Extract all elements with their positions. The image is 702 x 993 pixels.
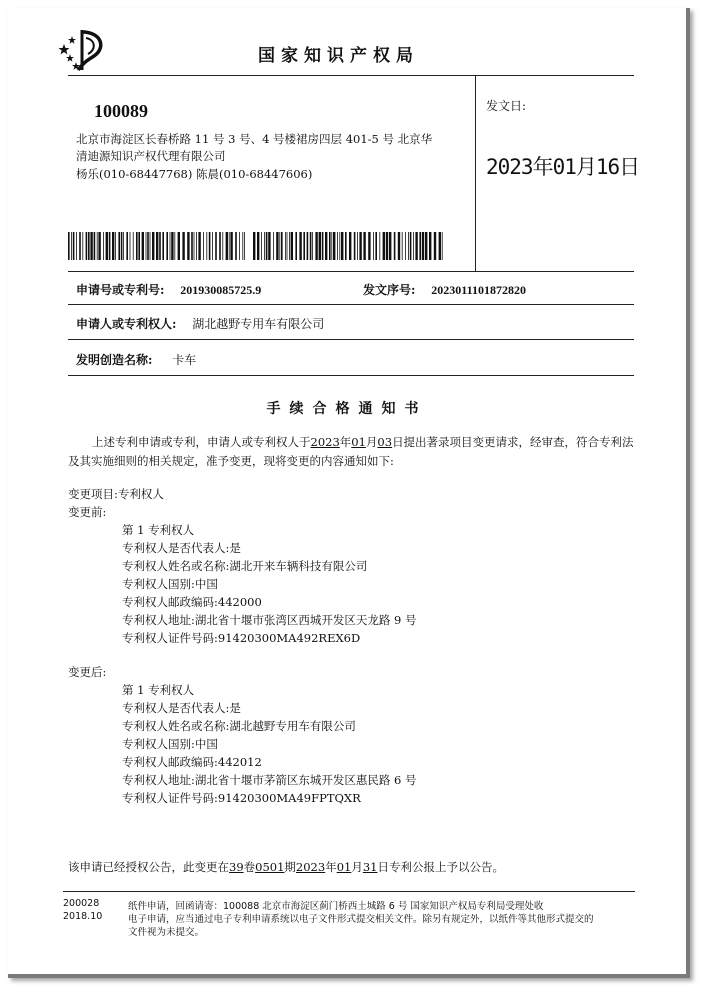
before-item: 专利权人证件号码:91420300MA492REX6D xyxy=(122,631,361,645)
after-item: 专利权人地址:湖北省十堰市茅箭区东城开发区惠民路 6 号 xyxy=(122,773,417,787)
after-item: 第 1 专利权人 xyxy=(122,683,195,697)
barcode-left xyxy=(68,232,245,260)
before-item: 专利权人地址:湖北省十堰市张湾区西城开发区天龙路 9 号 xyxy=(122,613,417,627)
application-number-row xyxy=(76,281,261,298)
invention-name-value: 卡车 xyxy=(172,353,197,367)
serial-number-row xyxy=(363,281,526,298)
recipient-postcode: 100089 xyxy=(94,101,148,121)
cnipa-logo-icon xyxy=(56,26,112,74)
recipient-address-line2: 清迪源知识产权代理有限公司 xyxy=(76,149,226,163)
before-item: 专利权人姓名或名称:湖北开来车辆科技有限公司 xyxy=(122,559,368,573)
after-item: 专利权人姓名或名称:湖北越野专用车有限公司 xyxy=(122,719,356,733)
notice-page xyxy=(8,8,690,978)
before-item: 专利权人国别:中国 xyxy=(122,577,218,591)
dispatch-date-label: 发文日: xyxy=(486,99,527,113)
application-number-label: 申请号或专利号: xyxy=(76,283,165,297)
footer-electronic-note-cont: 文件视为未提交。 xyxy=(128,927,205,938)
before-item: 专利权人是否代表人:是 xyxy=(122,541,241,555)
invention-name-label: 发明创造名称: xyxy=(76,353,153,367)
application-number-value: 201930085725.9 xyxy=(180,283,262,297)
before-item: 专利权人邮政编码:442000 xyxy=(122,595,262,609)
announcement-text: 该申请已经授权公告，此变更在39卷0501期2023年01月31日专利公报上予以公告。 xyxy=(68,860,504,874)
form-version: 2018.10 xyxy=(63,911,103,922)
notice-paragraph: 上述专利申请或专利，申请人或专利权人于2023年01月03日提出著录项目变更请求，经审查，符合专利法及其实施细则的相关规定，准予变更，现将变更的内容通知如下: xyxy=(68,435,634,468)
footer-paper-note: 纸件申请，回函请寄：100088 北京市海淀区蓟门桥西土城路 6 号 国家知识产权局专利局受理处收 xyxy=(128,901,544,912)
form-code: 200028 xyxy=(63,898,100,909)
serial-number-label: 发文序号: xyxy=(363,283,416,297)
office-title: 国家知识产权局 xyxy=(258,46,419,66)
recipient-address-line1: 北京市海淀区长春桥路 11 号 3 号、4 号楼裙房四层 401-5 号 北京华 xyxy=(76,132,433,146)
notice-title: 手续合格通知书 xyxy=(266,401,428,417)
before-label: 变更前: xyxy=(68,505,107,519)
barcode-right xyxy=(253,232,443,260)
before-item: 第 1 专利权人 xyxy=(122,523,195,537)
applicant-value: 湖北越野专用车有限公司 xyxy=(192,317,325,331)
change-item: 变更项目:专利权人 xyxy=(68,487,164,501)
invention-name-row xyxy=(76,351,196,368)
after-item: 专利权人证件号码:91420300MA49FPTQXR xyxy=(122,791,361,805)
after-item: 专利权人国别:中国 xyxy=(122,737,218,751)
applicant-label: 申请人或专利权人: xyxy=(76,317,177,331)
footer-electronic-note: 电子申请，应当通过电子专利申请系统以电子文件形式提交相关文件。除另有规定外，以纸件等其他形式提交的 xyxy=(128,914,594,925)
dispatch-date-value: 2023年01月16日 xyxy=(486,155,640,179)
after-label: 变更后: xyxy=(68,665,107,679)
after-item: 专利权人邮政编码:442012 xyxy=(122,755,262,769)
after-item: 专利权人是否代表人:是 xyxy=(122,701,241,715)
serial-number-value: 2023011101872820 xyxy=(431,283,526,297)
applicant-row xyxy=(76,315,324,332)
recipient-contacts: 杨乐(010-68447768) 陈晨(010-68447606) xyxy=(76,167,313,181)
